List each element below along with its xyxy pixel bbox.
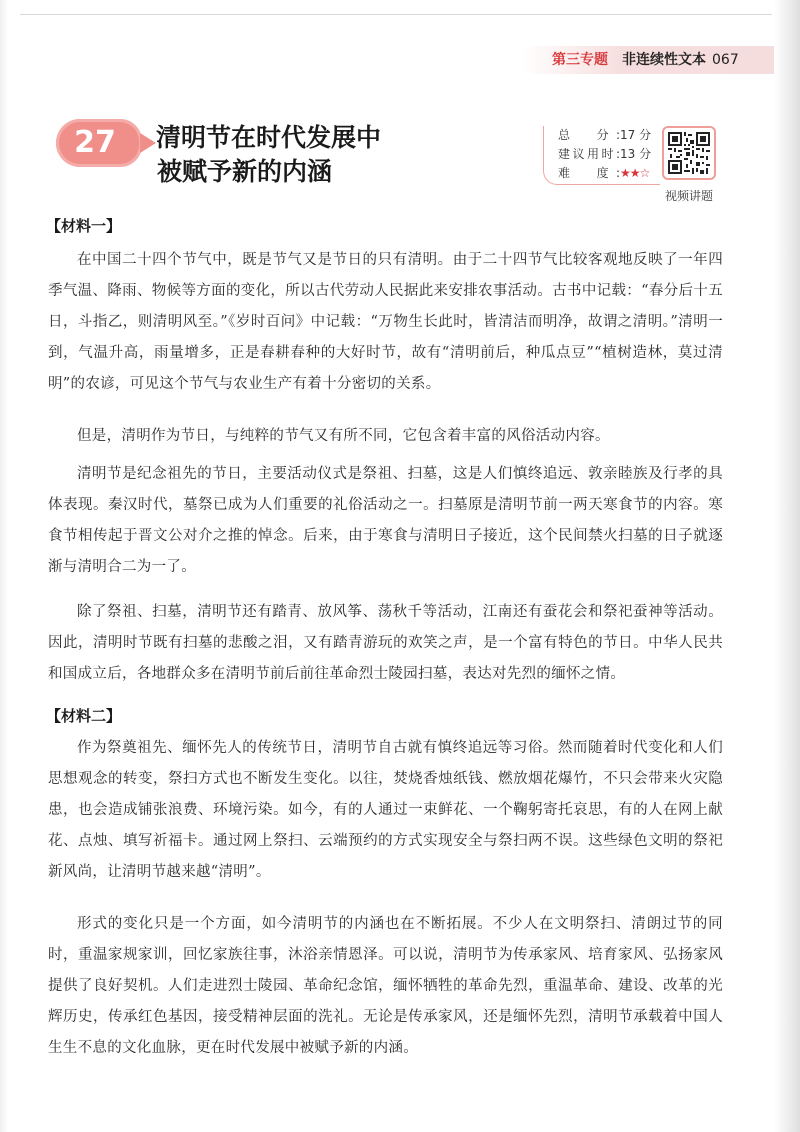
- score-label: 总 分:: [558, 128, 620, 142]
- lesson-number: 27: [74, 125, 116, 160]
- lesson-title: [156, 121, 381, 189]
- time-row: [558, 146, 668, 162]
- time-value: 13 分: [620, 147, 652, 161]
- material1-paragraph: 清明节是纪念祖先的节日，主要活动仪式是祭祖、扫墓，这是人们慎终追远、敦亲睦族及行孝的具体表现。秦汉时代，墓祭已成为人们重要的礼俗活动之一。扫墓原是清明节前一两天寒食节的内容。寒食节相传起于晋文公对介之推的悼念。后来，由于寒食与清明日子接近，这个民间禁火扫墓的日子就逐渐与清明合二为一了。: [48, 466, 723, 575]
- qr-caption: 视频讲题: [664, 189, 713, 203]
- header-topic: 第三专题: [552, 52, 608, 68]
- difficulty-row: [558, 165, 668, 181]
- score-value: 17 分: [620, 128, 652, 142]
- page-number: 067: [712, 52, 739, 68]
- lesson-number-badge: [56, 119, 142, 167]
- header-section: 非连续性文本: [622, 52, 706, 68]
- lesson-title-line1: 清明节在时代发展中: [156, 123, 382, 152]
- material1-paragraph: 除了祭祖、扫墓，清明节还有踏青、放风筝、荡秋千等活动，江南还有蚕花会和祭祀蚕神等活动。因此，清明时节既有扫墓的悲酸之泪，又有踏青游玩的欢笑之声，是一个富有特色的节日。中华人民共和国成立后，各地群众多在清明节前后前往革命烈士陵园扫墓，表达对先烈的缅怀之情。: [48, 604, 723, 682]
- material1-heading: 【材料一】: [46, 217, 122, 235]
- difficulty-label: 难 度:: [558, 166, 620, 180]
- running-header: [552, 49, 739, 71]
- score-row: [558, 127, 668, 143]
- top-border-line: [20, 14, 772, 15]
- difficulty-stars-icon: ★★☆: [620, 166, 650, 180]
- exercise-info-box: [543, 126, 660, 185]
- badge-arrow-tip: [140, 133, 156, 153]
- page-right-shadow: [774, 0, 800, 1132]
- material1-paragraph: 在中国二十四个节气中，既是节气又是节日的只有清明。由于二十四节气比较客观地反映了一年四季气温、降雨、物候等方面的变化，所以古代劳动人民据此来安排农事活动。古书中记载：“春分后十五日，斗指乙，则清明风至。”《岁时百问》中记载：“万物生长此时，皆清洁而明净，故谓之清明。”清明一到，气温升高，雨量增多，正是春耕春种的大好时节，故有“清明前后，种瓜点豆”“植树造林，莫过清明”的农谚，可见这个节气与农业生产有着十分密切的关系。: [48, 252, 723, 392]
- material1-paragraph: 但是，清明作为节日，与纯粹的节气又有所不同，它包含着丰富的风俗活动内容。: [77, 428, 610, 444]
- material2-heading: 【材料二】: [46, 707, 122, 725]
- time-label: 建议用时:: [558, 147, 620, 161]
- qr-code-icon[interactable]: [662, 126, 716, 180]
- lesson-title-line2: 被赋予新的内涵: [157, 157, 333, 186]
- material2-paragraph: 作为祭奠祖先、缅怀先人的传统节日，清明节自古就有慎终追远等习俗。然而随着时代变化和人们思想观念的转变，祭扫方式也不断发生变化。以往，焚烧香烛纸钱、燃放烟花爆竹，不只会带来火灾隐患，也会造成铺张浪费、环境污染。如今，有的人通过一束鲜花、一个鞠躬寄托哀思，有的人在网上献花、点烛、填写祈福卡。通过网上祭扫、云端预约的方式实现安全与祭扫两不误。这些绿色文明的祭祀新风尚，让清明节越来越“清明”。: [48, 740, 723, 880]
- qr-code-graphic: [668, 132, 710, 174]
- page-left-shadow: [0, 0, 8, 1132]
- material2-paragraph: 形式的变化只是一个方面，如今清明节的内涵也在不断拓展。不少人在文明祭扫、清朗过节的同时，重温家规家训，回忆家族往事，沐浴亲情恩泽。可以说，清明节为传承家风、培育家风、弘扬家风提供了良好契机。人们走进烈士陵园、革命纪念馆，缅怀牺牲的革命先烈，重温革命、建设、改革的光辉历史，传承红色基因，接受精神层面的洗礼。无论是传承家风，还是缅怀先烈，清明节承载着中国人生生不息的文化血脉，更在时代发展中被赋予新的内涵。: [48, 916, 723, 1056]
